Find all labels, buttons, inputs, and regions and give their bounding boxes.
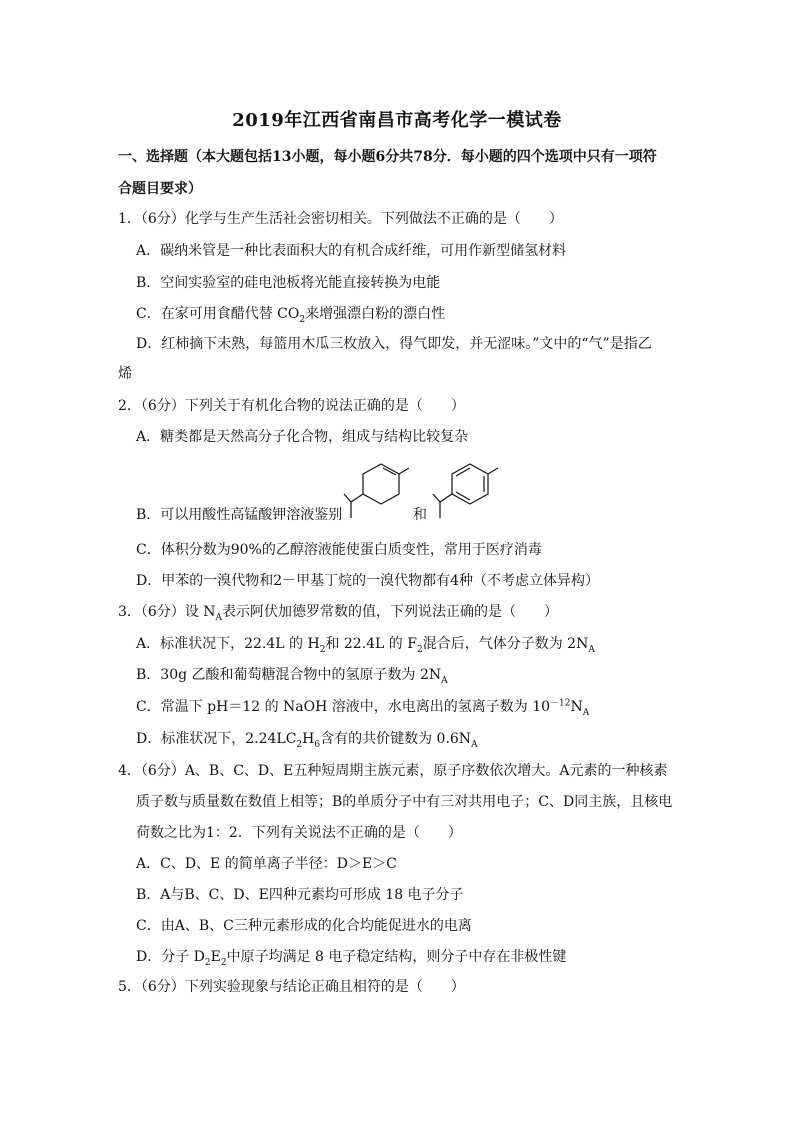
limonene-structure-image — [343, 460, 413, 524]
q1-option-d-line1: D．红柿摘下未熟，每篮用木瓜三枚放入，得气即发，并无涩味。”文中的“气”是指乙 — [136, 336, 652, 352]
q3-stem: 3．（6分）设 $N_A$表示阿伏加德罗常数的值，下列说法正确的是（ ） — [118, 604, 559, 623]
q4-stem-line3: 荷数之比为1：2．下列有关说法不正确的是（ ） — [136, 825, 462, 841]
q1-option-b: B．空间实验室的硅电池板将光能直接转换为电能 — [136, 275, 441, 291]
q2-option-b: B．可以用酸性高锰酸钾溶液鉴别 — [136, 507, 343, 523]
q3-option-b: B．30g 乙酸和葡萄糖混合物中的氢原子数为 $2N_A$ — [136, 667, 448, 686]
q4-stem-line2: 质子数与质量数在数值上相等；B的单质分子中有三对共用电子；C、D同主族，且核电 — [136, 794, 673, 810]
q4-stem-line1: 4．（6分）A、B、C、D、E五种短周期主族元素，原子序数依次增大。A元素的一种核素 — [118, 763, 668, 779]
q1-option-a: A．碳纳米管是一种比表面积大的有机合成纤维，可用作新型储氢材料 — [136, 243, 567, 259]
q3-option-d: D．标准状况下，$2.24LC_2H_6$含有的共价键数为 $0.6N_A$ — [136, 731, 478, 750]
q3-option-a: A．标准状况下，22.4L 的 $H_2$和 22.4L 的 $F_2$混合后，气体分子数为 $2N_A$ — [136, 636, 595, 655]
q4-option-a: A．C、D、E 的简单离子半径：D＞E＞C — [136, 856, 397, 872]
section-heading-line2: 合题目要求） — [118, 181, 202, 197]
q2-option-c: C．体积分数为90%的乙醇溶液能使蛋白质变性，常用于医疗消毒 — [136, 542, 542, 558]
page-title: 2019年江西省南昌市高考化学一模试卷 — [232, 110, 562, 131]
q2-option-d: D．甲苯的一溴代物和2－甲基丁烷的一溴代物都有4种（不考虑立体异构） — [136, 573, 600, 589]
q1-option-c: C．在家可用食醋代替 $CO_2$来增强漂白粉的漂白性 — [136, 306, 446, 325]
p-cymene-structure-image — [432, 460, 502, 524]
q3-option-c: C．常温下 pH＝12 的 NaOH 溶液中，水电离出的氢离子数为 $10^{-12}N_A$ — [136, 698, 590, 718]
q4-option-b: B．A与B、C、D、E四种元素均可形成 18 电子分子 — [136, 887, 464, 903]
section-heading-line1: 一、选择题（本大题包括13小题，每小题6分共78分．每小题的四个选项中只有一项符 — [118, 149, 657, 165]
q4-option-d: D．分子 $D_2E_2$中原子均满足 8 电子稳定结构，则分子中存在非极性键 — [136, 949, 567, 968]
q1-stem: 1．（6分）化学与生产生活社会密切相关。下列做法不正确的是（ ） — [118, 211, 563, 227]
q4-option-c: C．由A、B、C三种元素形成的化合均能促进水的电离 — [136, 918, 472, 934]
q2-stem: 2．（6分）下列关于有机化合物的说法正确的是（ ） — [118, 398, 465, 414]
q5-stem: 5．（6分）下列实验现象与结论正确且相符的是（ ） — [118, 979, 465, 995]
q1-option-d-line2: 烯 — [118, 366, 132, 382]
q2-option-a: A．糖类都是天然高分子化合物，组成与结构比较复杂 — [136, 429, 469, 445]
q2-option-b-and: 和 — [413, 507, 427, 523]
